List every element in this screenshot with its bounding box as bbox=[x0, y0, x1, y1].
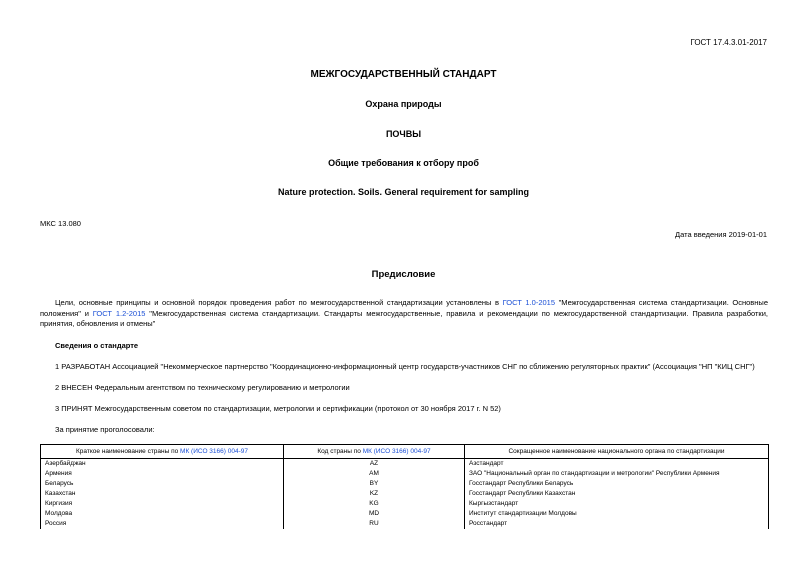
body-cell: ЗАО "Национальный орган по стандартизации и метрологии" Республики Армения bbox=[465, 469, 769, 479]
info-item-adopted: 3 ПРИНЯТ Межгосударственным советом по стандартизации, метрологии и сертификации (протокол от 30 ноября 2017 г. N 52) bbox=[55, 404, 501, 413]
table-row bbox=[41, 489, 769, 499]
standard-type-heading: МЕЖГОСУДАРСТВЕННЫЙ СТАНДАРТ bbox=[310, 69, 497, 80]
document-number: ГОСТ 17.4.3.01-2017 bbox=[690, 38, 767, 47]
intro-text-part1: Цели, основные принципы и основной порядок проведения работ по межгосударственной стандартизации установлены в bbox=[55, 298, 503, 307]
gost-1-2-link[interactable]: ГОСТ 1.2-2015 bbox=[92, 308, 146, 318]
body-cell: Институт стандартизации Молдовы bbox=[465, 509, 769, 519]
table-row bbox=[41, 469, 769, 479]
mk-iso-link[interactable]: МК (ИСО 3166) 004-97 bbox=[362, 447, 431, 455]
table-row bbox=[41, 509, 769, 519]
mk-iso-link[interactable]: МК (ИСО 3166) 004-97 bbox=[180, 447, 248, 455]
code-cell: KZ bbox=[284, 489, 465, 499]
country-cell: Россия bbox=[41, 519, 284, 529]
code-cell: KG bbox=[284, 499, 465, 509]
table-row bbox=[41, 459, 769, 470]
country-cell: Азербайджан bbox=[41, 459, 284, 470]
country-cell: Армения bbox=[41, 469, 284, 479]
code-cell: BY bbox=[284, 479, 465, 489]
code-cell: MD bbox=[284, 509, 465, 519]
body-cell: Азстандарт bbox=[465, 459, 769, 470]
table-row bbox=[41, 499, 769, 509]
info-item-developed: 1 РАЗРАБОТАН Ассоциацией "Некоммерческое партнерство "Координационно-информационный центр государств-участников СНГ по сближению регуляторных практик" (Ассоциация "НП "КИЦ СНГ") bbox=[55, 362, 755, 371]
body-cell: Кыргызстандарт bbox=[465, 499, 769, 509]
country-cell: Киргизия bbox=[41, 499, 284, 509]
intro-text-part3: "Межгосударственная система стандартизации. Стандарты межгосударственные, правила и рекомендации по межгосударственной стандартизации. Правила разработки, принятия, обновления и отмены" bbox=[40, 308, 768, 328]
mks-code: МКС 13.080 bbox=[40, 219, 81, 228]
column-header-code bbox=[284, 445, 465, 459]
voted-label: За принятие проголосовали: bbox=[55, 425, 155, 434]
voting-countries-table bbox=[40, 444, 769, 529]
standard-name-heading: Общие требования к отбору проб bbox=[328, 158, 479, 168]
body-cell: Госстандарт Республики Беларусь bbox=[465, 479, 769, 489]
standard-info-heading: Сведения о стандарте bbox=[55, 341, 139, 350]
column-header-country-text: Краткое наименование страны по bbox=[76, 447, 181, 455]
column-header-country bbox=[41, 445, 284, 459]
intro-text-part2: "Межгосударственная система стандартизации. Основные положения" и bbox=[40, 298, 768, 318]
table-row bbox=[41, 479, 769, 489]
country-cell: Казахстан bbox=[41, 489, 284, 499]
column-header-body: Сокращенное наименование национального органа по стандартизации bbox=[465, 445, 769, 459]
code-cell: AM bbox=[284, 469, 465, 479]
body-cell: Госстандарт Республики Казахстан bbox=[465, 489, 769, 499]
subject-heading: Охрана природы bbox=[365, 99, 442, 109]
preface-intro-paragraph bbox=[40, 298, 768, 330]
column-header-code-text: Код страны по bbox=[317, 447, 363, 455]
preface-heading: Предисловие bbox=[371, 269, 436, 280]
info-item-submitted: 2 ВНЕСЕН Федеральным агентством по техническому регулированию и метрологии bbox=[55, 383, 350, 392]
country-cell: Беларусь bbox=[41, 479, 284, 489]
table-row bbox=[41, 519, 769, 529]
section-heading: ПОЧВЫ bbox=[385, 129, 422, 139]
standard-name-en-heading: Nature protection. Soils. General requirement for sampling bbox=[277, 187, 530, 197]
table-header-row bbox=[41, 445, 769, 459]
intro-date: Дата введения 2019-01-01 bbox=[675, 230, 767, 239]
code-cell: AZ bbox=[284, 459, 465, 470]
body-cell: Росстандарт bbox=[465, 519, 769, 529]
code-cell: RU bbox=[284, 519, 465, 529]
gost-1-0-link[interactable]: ГОСТ 1.0-2015 bbox=[502, 298, 556, 307]
country-cell: Молдова bbox=[41, 509, 284, 519]
